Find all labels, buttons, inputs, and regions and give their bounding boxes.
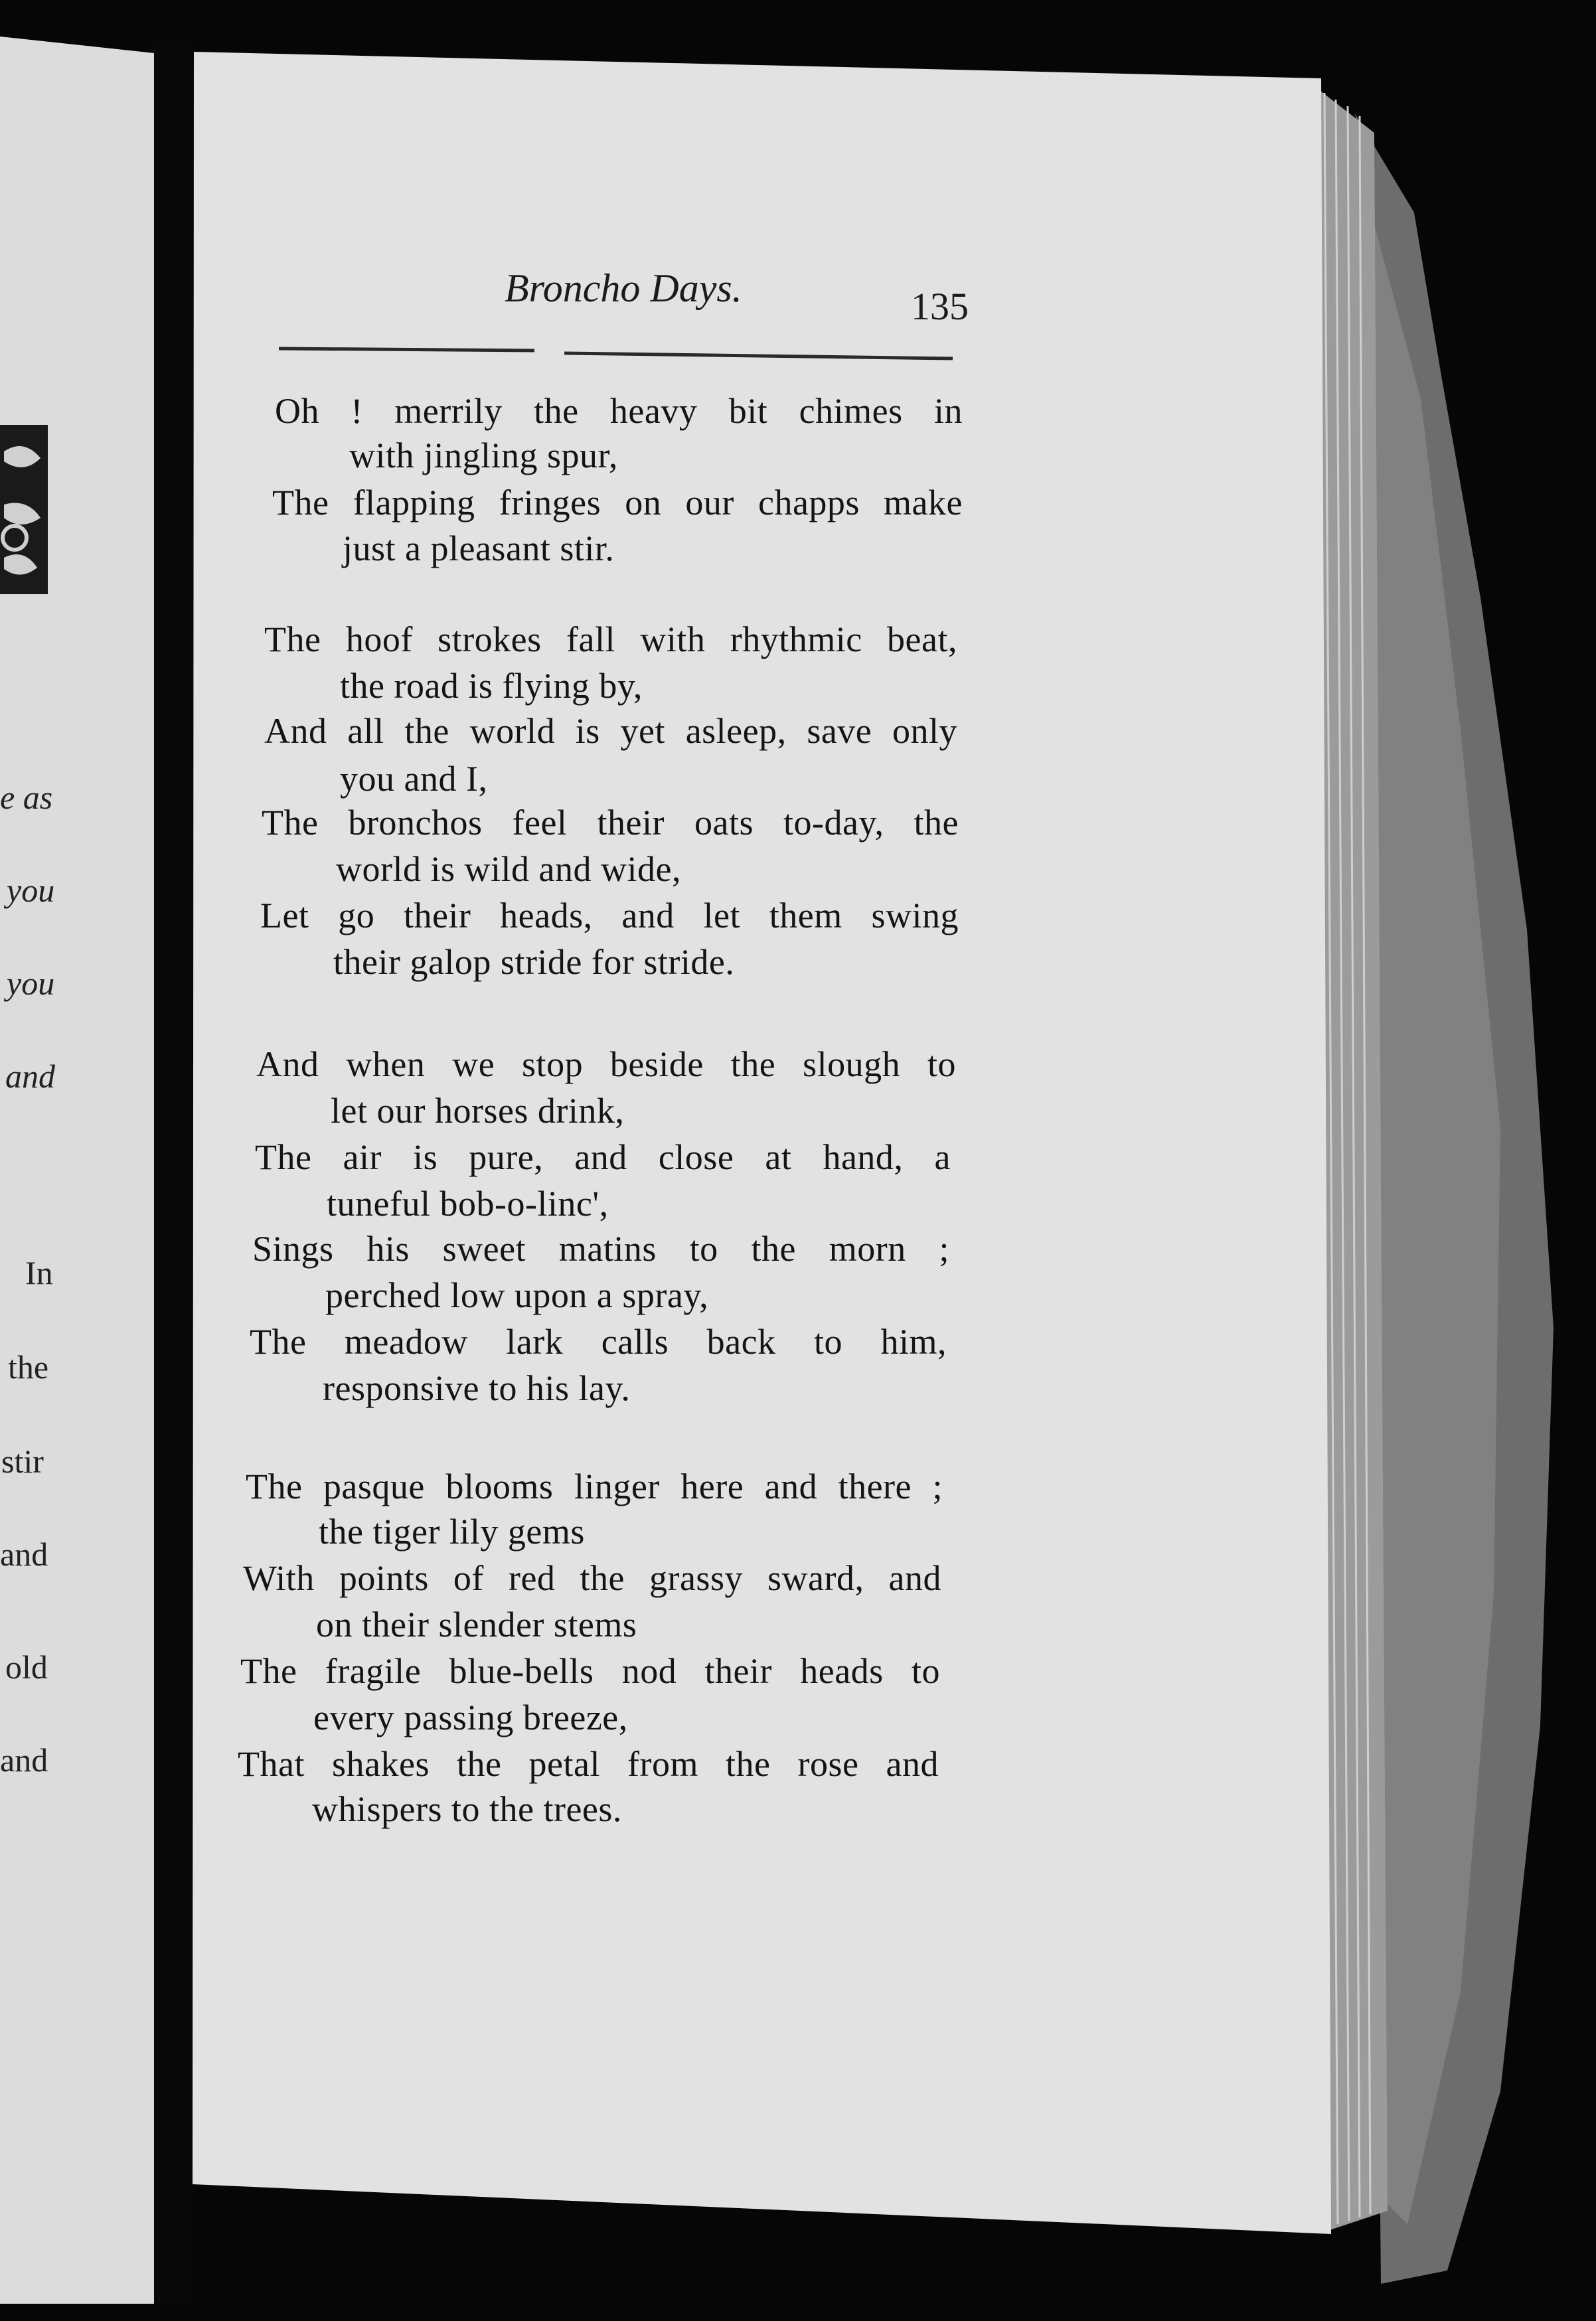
poem-line: let our horses drink,	[331, 1091, 625, 1131]
poem-line: perched low upon a spray,	[325, 1275, 709, 1315]
ornament-fragment	[0, 425, 48, 594]
facing-fragment: and	[0, 1741, 48, 1779]
poem-line: world is wild and wide,	[336, 849, 681, 889]
poem-line: The bronchos feel their oats to-day, the	[262, 803, 959, 842]
facing-fragment: and	[0, 1536, 48, 1573]
facing-fragment: In	[25, 1254, 53, 1291]
poem-line: the tiger lily gems	[319, 1512, 585, 1552]
poem-line: Oh ! merrily the heavy bit chimes in	[275, 391, 963, 431]
poem-line: And all the world is yet asleep, save only	[264, 711, 957, 751]
facing-fragment: stir	[1, 1443, 44, 1480]
page-number: 135	[911, 285, 969, 328]
poem-line: you and I,	[340, 759, 488, 799]
poem-line: The meadow lark calls back to him,	[250, 1322, 947, 1362]
facing-fragment: the	[8, 1348, 49, 1386]
facing-fragment: you	[7, 965, 55, 1002]
poem-line: Sings his sweet matins to the morn ;	[252, 1229, 949, 1269]
running-title: Broncho Days.	[505, 266, 742, 310]
facing-fragment: you	[7, 872, 55, 909]
poem-line: The hoof strokes fall with rhythmic beat,	[264, 619, 957, 659]
poem-line: just a pleasant stir.	[343, 528, 615, 568]
poem-line: with jingling spur,	[349, 436, 618, 475]
poem-line: And when we stop beside the slough to	[256, 1044, 956, 1084]
poem-line: tuneful bob-o-linc',	[327, 1184, 609, 1224]
poem-line: responsive to his lay.	[323, 1368, 631, 1408]
poem-line: their galop stride for stride.	[333, 942, 735, 982]
poem-line: The flapping fringes on our chapps make	[272, 483, 963, 522]
poem-line: That shakes the petal from the rose and	[238, 1744, 939, 1784]
facing-fragment: old	[5, 1648, 48, 1686]
poem-line: With points of red the grassy sward, and	[243, 1558, 941, 1598]
poem-line: whispers to the trees.	[312, 1789, 622, 1829]
poem-line: The pasque blooms linger here and there ;	[246, 1467, 943, 1506]
facing-fragment: and	[5, 1058, 55, 1095]
poem-line: Let go their heads, and let them swing	[260, 896, 959, 935]
poem-line: on their slender stems	[316, 1605, 637, 1644]
poem-line: The fragile blue-bells nod their heads to	[240, 1651, 940, 1691]
poem-line: the road is flying by,	[340, 666, 643, 706]
poem-line: The air is pure, and close at hand, a	[255, 1137, 951, 1177]
facing-fragment: e as	[0, 779, 53, 816]
poem-line: every passing breeze,	[313, 1698, 628, 1737]
facing-page	[0, 37, 154, 2304]
